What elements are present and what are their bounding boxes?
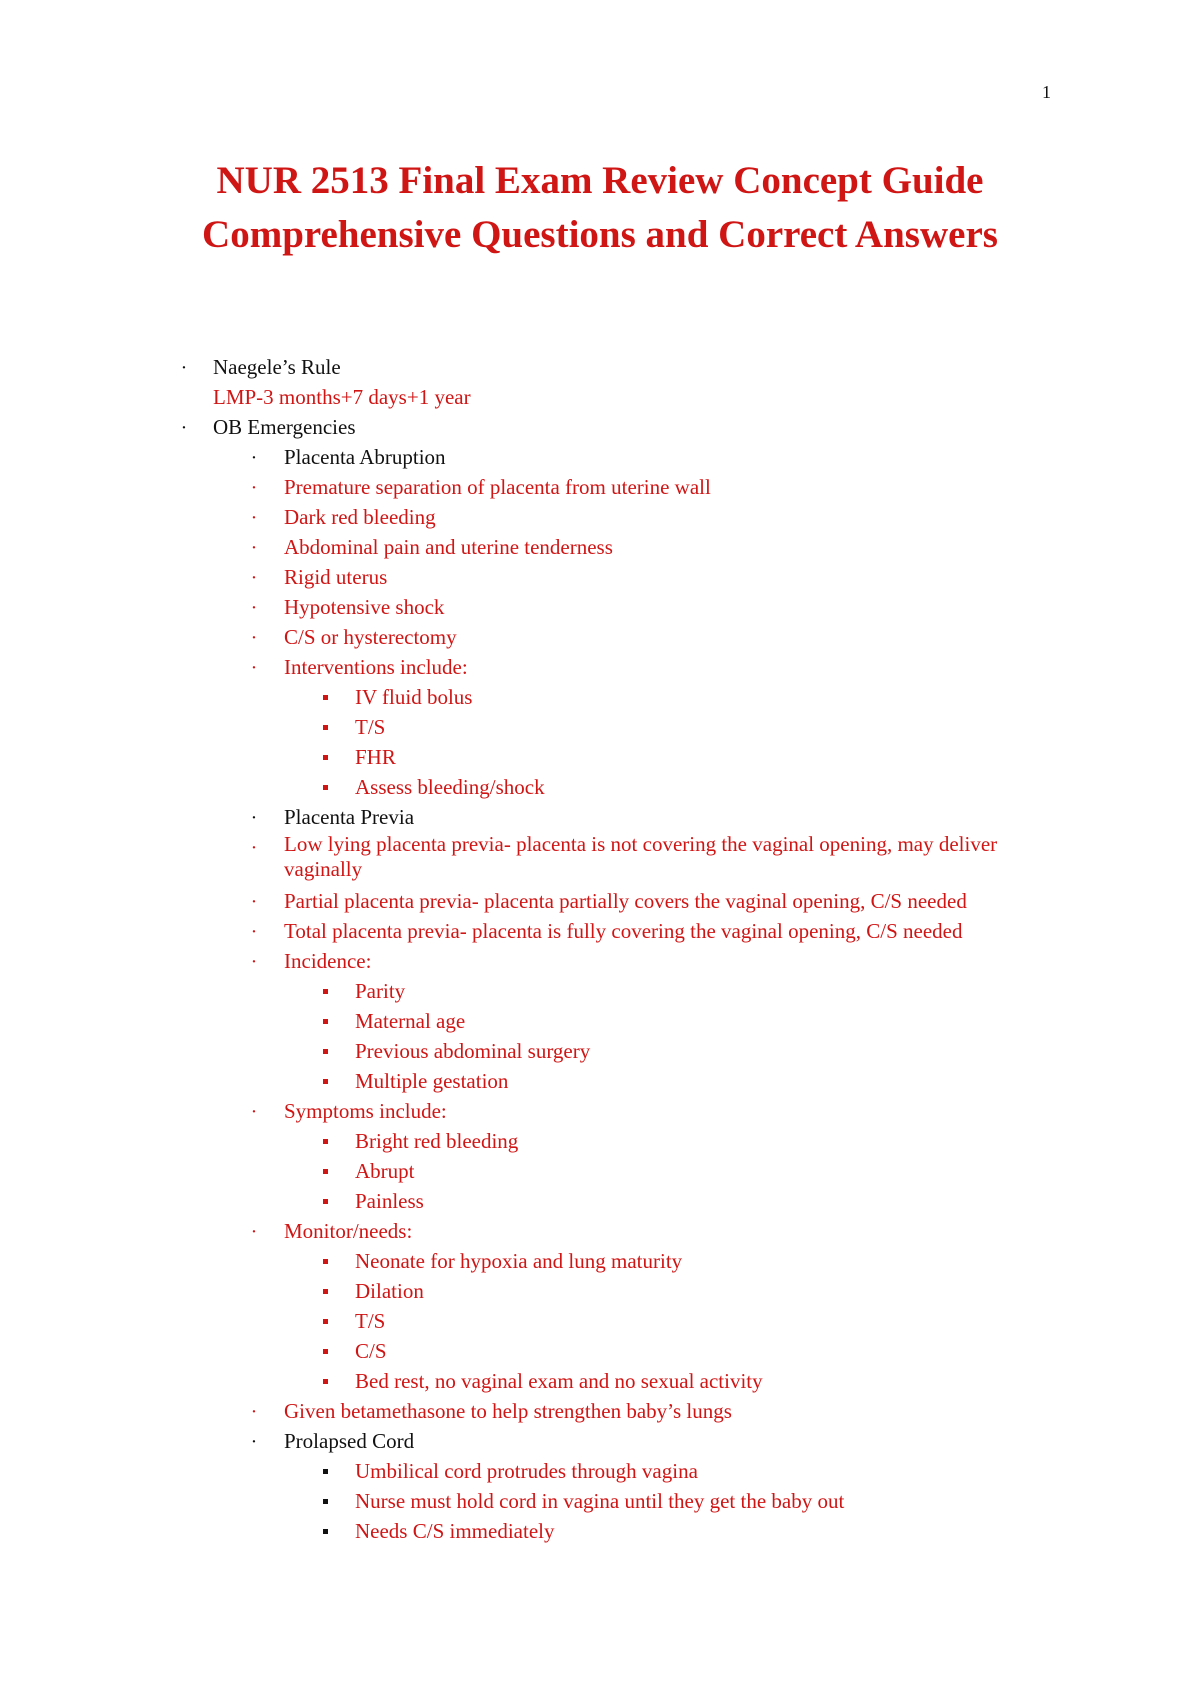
title-line-1: NUR 2513 Final Exam Review Concept Guide [216,159,984,202]
list-item-text: Bed rest, no vaginal exam and no sexual activity [355,1369,763,1393]
list-item [0,472,1200,502]
square-bullet-icon [318,1006,332,1036]
list-item [0,1096,1200,1126]
dot-bullet-icon [247,442,261,473]
square-bullet-icon [318,1246,332,1276]
square-bullet-icon [318,1036,332,1066]
list-item-text: IV fluid bolus [355,685,473,709]
list-item-text: Abrupt [355,1159,415,1183]
square-bullet-icon [318,1186,332,1216]
list-item [0,772,1200,802]
page-number: 1 [1042,82,1051,102]
dot-bullet-icon [247,592,261,623]
list-item-text: Prolapsed Cord [284,1429,415,1453]
square-bullet-icon [318,1306,332,1336]
list-item-text: Umbilical cord protrudes through vagina [355,1459,698,1483]
list-item-text: OB Emergencies [213,415,356,439]
square-bullet-icon [318,1456,332,1486]
list-item-text: Placenta Abruption [284,445,446,469]
dot-bullet-icon [247,886,261,917]
dot-bullet-icon [177,412,191,443]
list-item-text: Symptoms include: [284,1099,447,1123]
list-item [0,976,1200,1006]
list-item [0,1366,1200,1396]
list-item-text: C/S or hysterectomy [284,625,457,649]
square-bullet-icon [318,1486,332,1516]
list-item [0,562,1200,592]
list-item [0,916,1200,946]
title-line-2: Comprehensive Questions and Correct Answers [202,213,998,256]
list-item-text: LMP-3 months+7 days+1 year [213,385,471,409]
list-item [0,1156,1200,1186]
list-item [0,1396,1200,1426]
list-item-text: Parity [355,979,406,1003]
dot-bullet-icon [247,1426,261,1457]
document-title [0,154,1200,262]
square-bullet-icon [318,712,332,742]
list-item [0,442,1200,472]
dot-bullet-icon [247,562,261,593]
list-item [0,592,1200,622]
dot-bullet-icon [247,1216,261,1247]
list-item-text: Low lying placenta previa- placenta is not covering the vaginal opening, may deliver vaginally [284,832,998,881]
dot-bullet-icon [247,916,261,947]
list-item [0,532,1200,562]
square-bullet-icon [318,742,332,772]
list-item [0,1336,1200,1366]
list-item-text: Rigid uterus [284,565,388,589]
square-bullet-icon [318,1126,332,1156]
dot-bullet-icon [247,502,261,533]
dot-bullet-icon [247,1096,261,1127]
list-item [0,1126,1200,1156]
dot-bullet-icon [247,946,261,977]
list-item-text: Needs C/S immediately [355,1519,555,1543]
list-item [0,652,1200,682]
list-item [0,382,1200,412]
list-item-text: Total placenta previa- placenta is fully covering the vaginal opening, C/S needed [284,919,963,943]
list-item [0,412,1200,442]
list-item [0,712,1200,742]
list-item [0,352,1200,382]
list-item [0,1276,1200,1306]
square-bullet-icon [318,1066,332,1096]
square-bullet-icon [318,682,332,712]
list-item-text: Dark red bleeding [284,505,436,529]
list-item [0,742,1200,772]
list-item [0,1306,1200,1336]
list-item-text: Incidence: [284,949,372,973]
list-item [0,1186,1200,1216]
list-item-text: Assess bleeding/shock [355,775,545,799]
list-item-text: Nurse must hold cord in vagina until they get the baby out [355,1489,845,1513]
list-item-text: Painless [355,1189,424,1213]
list-item-text: Neonate for hypoxia and lung maturity [355,1249,683,1273]
dot-bullet-icon [177,352,191,383]
list-item [0,1246,1200,1276]
square-bullet-icon [318,976,332,1006]
dot-bullet-icon [247,622,261,653]
square-bullet-icon [318,1516,332,1546]
list-item-text: Abdominal pain and uterine tenderness [284,535,613,559]
list-item-text: Premature separation of placenta from uterine wall [284,475,711,499]
list-item [0,502,1200,532]
list-item-text: Partial placenta previa- placenta partially covers the vaginal opening, C/S needed [284,889,967,913]
square-bullet-icon [318,1156,332,1186]
list-item-text: Maternal age [355,1009,466,1033]
list-item-text: Previous abdominal surgery [355,1039,591,1063]
list-item-text: Naegele’s Rule [213,355,341,379]
list-item [0,1486,1200,1516]
list-item-text: Given betamethasone to help strengthen baby’s lungs [284,1399,732,1423]
square-bullet-icon [318,1336,332,1366]
list-item-text: C/S [355,1339,387,1363]
list-item-text: Monitor/needs: [284,1219,413,1243]
list-item-text: Hypotensive shock [284,595,445,619]
dot-bullet-icon [247,652,261,683]
list-item [0,946,1200,976]
square-bullet-icon [318,772,332,802]
list-item [0,802,1200,832]
square-bullet-icon [318,1366,332,1396]
list-item-text: Bright red bleeding [355,1129,519,1153]
list-item [0,1516,1200,1546]
list-item [0,622,1200,652]
list-item [0,1006,1200,1036]
list-item-text: Dilation [355,1279,424,1303]
dot-bullet-icon [247,532,261,563]
dot-bullet-icon [247,472,261,503]
list-item [0,1456,1200,1486]
list-item [0,832,1200,886]
dot-bullet-icon [247,1396,261,1427]
list-item-text: FHR [355,745,396,769]
list-item [0,682,1200,712]
list-item-text: Placenta Previa [284,805,415,829]
list-item [0,1426,1200,1456]
dot-bullet-icon [247,802,261,833]
list-item-text: T/S [355,1309,386,1333]
list-item [0,886,1200,916]
dot-bullet-icon [247,832,261,863]
list-item-text: T/S [355,715,386,739]
bullet-list [0,352,1200,1546]
list-item [0,1036,1200,1066]
square-bullet-icon [318,1276,332,1306]
list-item-text: Interventions include: [284,655,468,679]
list-item [0,1066,1200,1096]
list-item-text: Multiple gestation [355,1069,509,1093]
list-item [0,1216,1200,1246]
